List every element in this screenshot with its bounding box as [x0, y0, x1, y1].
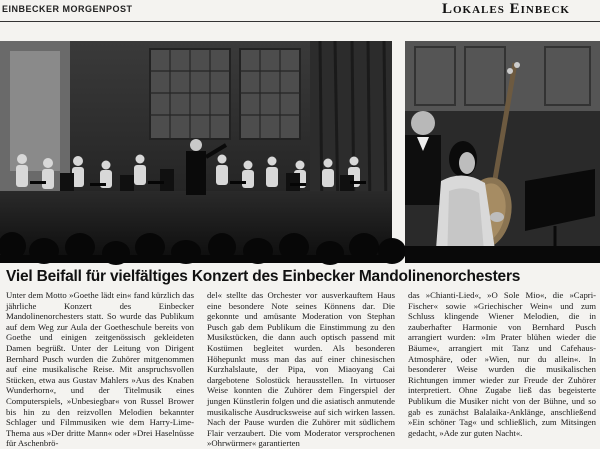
- orchestra-photo: [0, 41, 392, 263]
- article-column-2: del« stellte das Orchester vor ausverkauftem Haus eine besondere Note seines Könnens dar. Die gekonnte und amüsante Moderation von Stephan Pusch gab dem Publikum die Einstimmung zu den Musikstücken, die dann auch optisch passend mit Kostümen begleitet wurden. Als besonderen Höhepunkt muss man das auf einer chinesischen Kurzhalslaute, der Pipa, von Miaoyang Cai dargebotene Solostück herausstellen. In virtuoser Weise konnten die Zuhörer dem Fingerspiel der jungen Künstlerin folgen und die asiatisch anmutende musikalische Ausdrucksweise auf sich wirken lassen. Nach der Pause wurden die Zuhörer mit südlichem Flair verzaubert. Die vom Moderator versprochenen »Ohrwürmer« garantierten: [207, 290, 395, 449]
- article-body: [6, 290, 598, 449]
- paper-name: EINBECKER MORGENPOST: [2, 4, 133, 14]
- article-column-3: das »Chianti-Lied«, »O Sole Mio«, die »Capri-Fischer« sowie »Griechischer Wein« und zum Schluss klingende Wiener Melodien, die in zauberhafter Harmonie von Bernhard Pusch arrangiert wurden: »Im Prater blühen wieder die Bäume«, arrangiert mit Tanz und Cafehaus-Atmosphäre, oder »Wien, nur du allein«. In besonderer Weise wurden die musikalischen Richtungen immer wieder zur Freude der Zuhörer interpretiert. Ohne Zugabe ließ das begeisterte Publikum die Musiker nicht von der Bühne, und so gab es zunächst Balalaika-Anklänge, anschließend »Ein schöner Tag« und schließlich, zum Mitsingen gedacht, »Ade zur guten Nacht«.: [408, 290, 596, 438]
- article-column-1: Unter dem Motto »Goethe lädt ein« fand kürzlich das jährliche Konzert des Einbecker Mandolinenorchesters statt. So wurde das Publikum auf dem Weg zur Aula der Goetheschule bereits von Goethe und einigen zeitgenössisch gekleideten Damen begrüßt. Unter der Leitung von Dirigent Bernhard Pusch wurden die Zuhörer mitgenommen auf eine musikalische Reise. Mit anspruchsvollen Stücken, etwa aus Gustav Mahlers »Aus des Knaben Wunderhorn«, und der Titelmusik eines Computerspiels, »Unbesiegbar« von Russel Brower bis hin zu den reizvollen Melodien bekannter Schlager und Filmmusiken wie dem Harry-Lime-Thema aus »Der dritte Mann« oder »Drei Haselnüsse für Aschenbrö-: [6, 290, 194, 449]
- section-title: Lokales Einbeck: [441, 1, 570, 17]
- masthead: [0, 0, 600, 22]
- masthead-rule: [0, 21, 600, 22]
- pipa-soloist-icon: [405, 41, 600, 263]
- article-headline: Viel Beifall für vielfältiges Konzert des Einbecker Mandolinenorchesters: [6, 268, 521, 285]
- orchestra-photo-icon: [0, 41, 392, 263]
- pipa-player-photo: [405, 41, 600, 263]
